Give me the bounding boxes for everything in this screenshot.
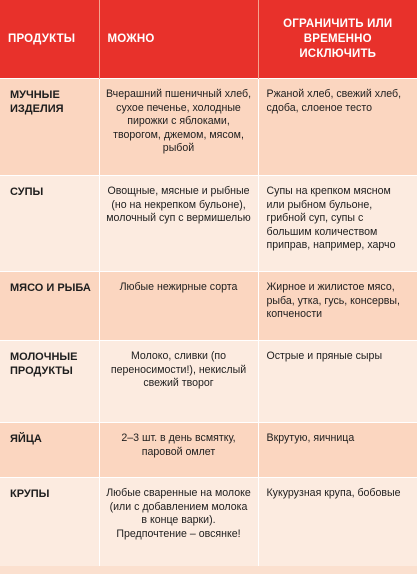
- header-allowed: МОЖНО: [99, 0, 258, 79]
- row-allowed: Любые нежирные сорта: [99, 272, 258, 341]
- row-category: МОЛОЧНЫЕ ПРОДУКТЫ: [0, 341, 99, 423]
- row-limit: Вкрутую, яичница: [258, 423, 417, 478]
- row-category: ЯЙЦА: [0, 423, 99, 478]
- table-header: [0, 0, 417, 79]
- header-limit: ОГРАНИЧИТЬ ИЛИ ВРЕМЕННО ИСКЛЮЧИТЬ: [258, 0, 417, 79]
- row-limit: Кукурузная крупа, бобовые: [258, 478, 417, 567]
- row-allowed: Вчерашний пшеничный хлеб, сухое печенье, холодные пирожки с яблоками, творогом, джемом, мясом, рыбой: [99, 79, 258, 176]
- row-category: СУПЫ: [0, 176, 99, 272]
- table-row: [0, 341, 417, 423]
- row-allowed: Овощные, мясные и рыбные (но на некрепком бульоне), молочный суп с вермишелью: [99, 176, 258, 272]
- row-category: МЯСО И РЫБА: [0, 272, 99, 341]
- row-allowed: 2–3 шт. в день всмятку, паровой омлет: [99, 423, 258, 478]
- header-products: ПРОДУКТЫ: [0, 0, 99, 79]
- row-allowed: Молоко, сливки (по переносимости!), некислый свежий творог: [99, 341, 258, 423]
- table-row: [0, 423, 417, 478]
- row-limit: Жирное и жилистое мясо, рыба, утка, гусь, консервы, копчености: [258, 272, 417, 341]
- table-row: [0, 79, 417, 176]
- row-limit: Супы на крепком мясном или рыбном бульоне, грибной суп, супы с большим количеством приправ, например, харчо: [258, 176, 417, 272]
- row-limit: Острые и пряные сыры: [258, 341, 417, 423]
- table-row: [0, 272, 417, 341]
- row-limit: Ржаной хлеб, свежий хлеб, сдоба, слоеное тесто: [258, 79, 417, 176]
- table-row: [0, 478, 417, 567]
- table-body: [0, 79, 417, 567]
- row-category: КРУПЫ: [0, 478, 99, 567]
- row-category: МУЧНЫЕ ИЗДЕЛИЯ: [0, 79, 99, 176]
- table-row: [0, 176, 417, 272]
- row-allowed: Любые сваренные на молоке (или с добавлением молока в конце варки). Предпочтение – овсянке!: [99, 478, 258, 567]
